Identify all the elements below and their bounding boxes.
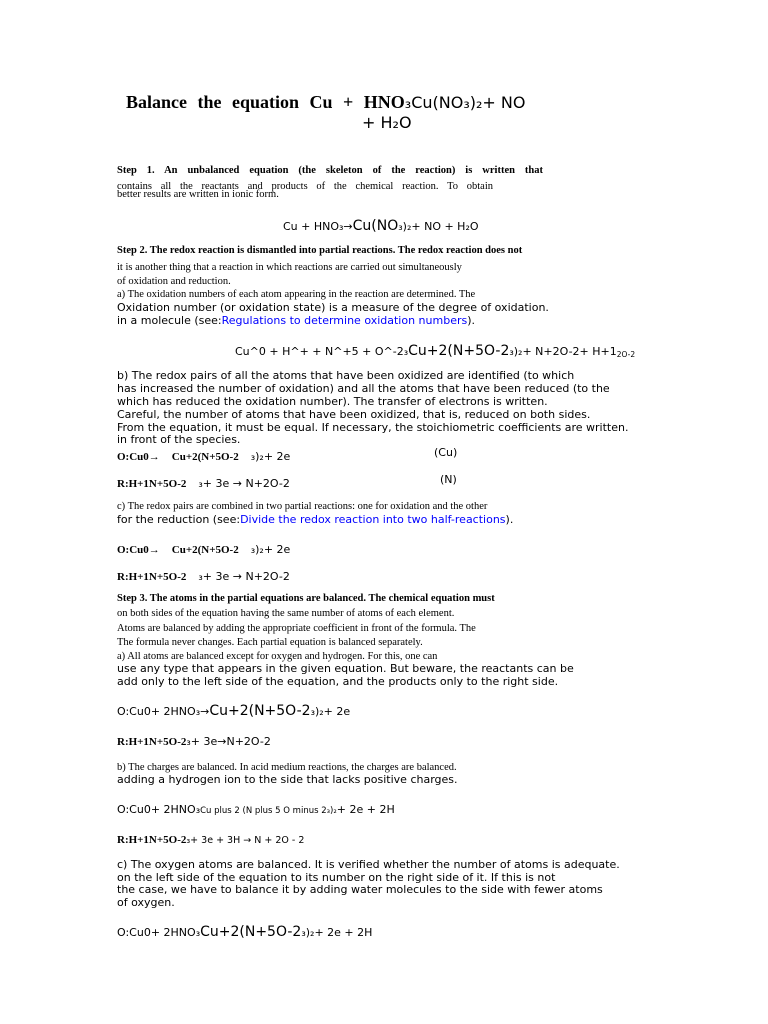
- equation-part: Cu(NO: [352, 218, 399, 234]
- equation-part: Cu+2(N+5O-2: [408, 343, 510, 359]
- step3b-line-1: b) The charges are balanced. In acid medium reactions, the charges are balanced.: [117, 762, 457, 773]
- step2c-line-1: c) The redox pairs are combined in two partial reactions: one for oxidation and the other: [117, 501, 488, 512]
- reduction-label: (N): [440, 473, 457, 486]
- step3a-line-2: use any type that appears in the given equation. But beware, the reactants can be: [117, 662, 574, 675]
- step2c-line-2: [117, 513, 513, 526]
- step3-line: Atoms are balanced by adding the appropriate coefficient in front of the formula. The: [117, 623, 476, 634]
- equation-part: Cu+2(N+5O-2: [200, 924, 302, 940]
- step1-line-2-text: contains all the reactants and products of the chemical reaction. To obtain: [117, 181, 493, 192]
- equation-part: ₃+ 3e→N+2O-2: [186, 735, 271, 748]
- reduction-half-equation: [117, 473, 290, 492]
- step3c-line: c) The oxygen atoms are balanced. It is verified whether the number of atoms is adequate.: [117, 858, 620, 871]
- equation-part: Cu plus 2 (N plus 5 O minus 2₃)₂: [200, 806, 337, 816]
- oxidation-number-equation: [235, 341, 635, 360]
- oxidation-half-equation: [117, 539, 290, 558]
- equation-part: ₃)₂+ 2e: [310, 705, 351, 718]
- oxidation-half-equation: [117, 799, 395, 818]
- equation-part: Cu+2(N+5O-2: [171, 544, 239, 556]
- equation-part: ₃+ 3e → N+2O-2: [198, 477, 290, 490]
- equation-part: R:H+1N+5O-2: [117, 834, 187, 846]
- equation-part: ₃)₂+ N+2O-2+ H+1: [509, 345, 617, 358]
- equation-part: R:H+1N+5O-2: [117, 478, 187, 490]
- title-line-1: [126, 92, 525, 114]
- equation-part: Cu+2(N+5O-2: [209, 703, 311, 719]
- step2b-line: From the equation, it must be equal. If necessary, the stoichiometric coefficients are written.: [117, 421, 629, 434]
- equation-part: O:Cu0→: [117, 544, 160, 556]
- step2c-line-2-post: ).: [505, 513, 514, 526]
- equation-part: Cu+2(N+5O-2: [171, 451, 239, 463]
- equation-part: ₃)₂+ 2e: [250, 543, 291, 556]
- step3-line: The formula never changes. Each partial equation is balanced separately.: [117, 637, 423, 648]
- step2a-line-3-pre: in a molecule (see:: [117, 314, 222, 327]
- step3a-line-3: add only to the left side of the equation, and the products only to the right side.: [117, 675, 559, 688]
- step2a-line-3-post: ).: [467, 314, 476, 327]
- equation-part: ₃)₂+ NO + H₂O: [398, 220, 479, 233]
- equation-part: Cu + HNO₃→: [283, 220, 353, 233]
- reduction-half-equation: [117, 731, 271, 750]
- step3-line: on both sides of the equation having the same number of atoms of each element.: [117, 608, 455, 619]
- title-text: Balance the equation Cu + HNO: [126, 92, 405, 112]
- equation-part: O:Cu0+ 2HNO₃→: [117, 705, 210, 718]
- oxidation-half-equation: [117, 701, 350, 720]
- step3c-line: on the left side of the equation to its number on the right side of it. If this is not: [117, 871, 556, 884]
- step3b-line-2: adding a hydrogen ion to the side that lacks positive charges.: [117, 773, 458, 786]
- step2b-line: Careful, the number of atoms that have been oxidized, that is, reduced on both sides.: [117, 408, 591, 421]
- step2-line-3: of oxidation and reduction.: [117, 276, 231, 287]
- oxidation-label: (Cu): [434, 446, 458, 459]
- equation-part: ₃+ 3e + 3H → N + 2O - 2: [186, 835, 305, 846]
- step2b-line: which has reduced the oxidation number). The transfer of electrons is written.: [117, 395, 548, 408]
- step3c-line: the case, we have to balance it by adding water molecules to the side with fewer atoms: [117, 883, 603, 896]
- step3-heading: Step 3. The atoms in the partial equations are balanced. The chemical equation must: [117, 593, 495, 604]
- title-line-2: + H₂O: [362, 113, 412, 132]
- equation-part: 2O-2: [616, 350, 636, 359]
- step2c-line-2-pre: for the reduction (see:: [117, 513, 241, 526]
- reduction-half-equation: [117, 566, 290, 585]
- equation-part: O:Cu0→: [117, 451, 160, 463]
- link-oxidation-number-rules[interactable]: Regulations to determine oxidation numbers: [221, 314, 468, 327]
- step2-line-2: it is another thing that a reaction in which reactions are carried out simultaneously: [117, 262, 462, 273]
- step2-heading: Step 2. The redox reaction is dismantled into partial reactions. The redox reaction does not: [117, 245, 523, 256]
- equation-part: ₃)₂+ 2e: [250, 450, 291, 463]
- step2b-line: b) The redox pairs of all the atoms that have been oxidized are identified (to which: [117, 369, 575, 382]
- step2b-line: has increased the number of oxidation) and all the atoms that have been reduced (to the: [117, 382, 610, 395]
- step3a-line-1: a) All atoms are balanced except for oxygen and hydrogen. For this, one can: [117, 651, 438, 662]
- equation-part: R:H+1N+5O-2: [117, 736, 187, 748]
- equation-part: R:H+1N+5O-2: [117, 571, 187, 583]
- step2a-line-3: [117, 314, 475, 327]
- title-formula: ₃Cu(NO₃)₂+ NO: [404, 93, 526, 112]
- equation-part: O:Cu0+ 2HNO₃: [117, 926, 201, 939]
- reduction-half-equation: [117, 829, 304, 848]
- equation-part: + 2e + 2H: [336, 803, 395, 816]
- step2b-line: in front of the species.: [117, 433, 241, 446]
- link-half-reactions[interactable]: Divide the redox reaction into two half-reactions: [240, 513, 506, 526]
- equation-part: Cu^0 + H^+ + N^+5 + O^-2₃: [235, 345, 409, 358]
- step2a-line-2: Oxidation number (or oxidation state) is a measure of the degree of oxidation.: [117, 301, 549, 314]
- oxidation-half-equation: [117, 446, 290, 465]
- oxidation-half-equation: [117, 922, 372, 941]
- step3c-line: of oxygen.: [117, 896, 175, 909]
- step2a-line-1: a) The oxidation numbers of each atom appearing in the reaction are determined. The: [117, 289, 476, 300]
- skeleton-equation: [283, 216, 479, 235]
- equation-part: ₃)₂+ 2e + 2H: [301, 926, 373, 939]
- step1-heading-text: Step 1. An unbalanced equation (the skeleton of the reaction) is written that: [117, 165, 543, 176]
- equation-part: O:Cu0+ 2HNO₃: [117, 803, 201, 816]
- equation-part: ₃+ 3e → N+2O-2: [198, 570, 290, 583]
- step1-line-3: better results are written in ionic form.: [117, 189, 279, 200]
